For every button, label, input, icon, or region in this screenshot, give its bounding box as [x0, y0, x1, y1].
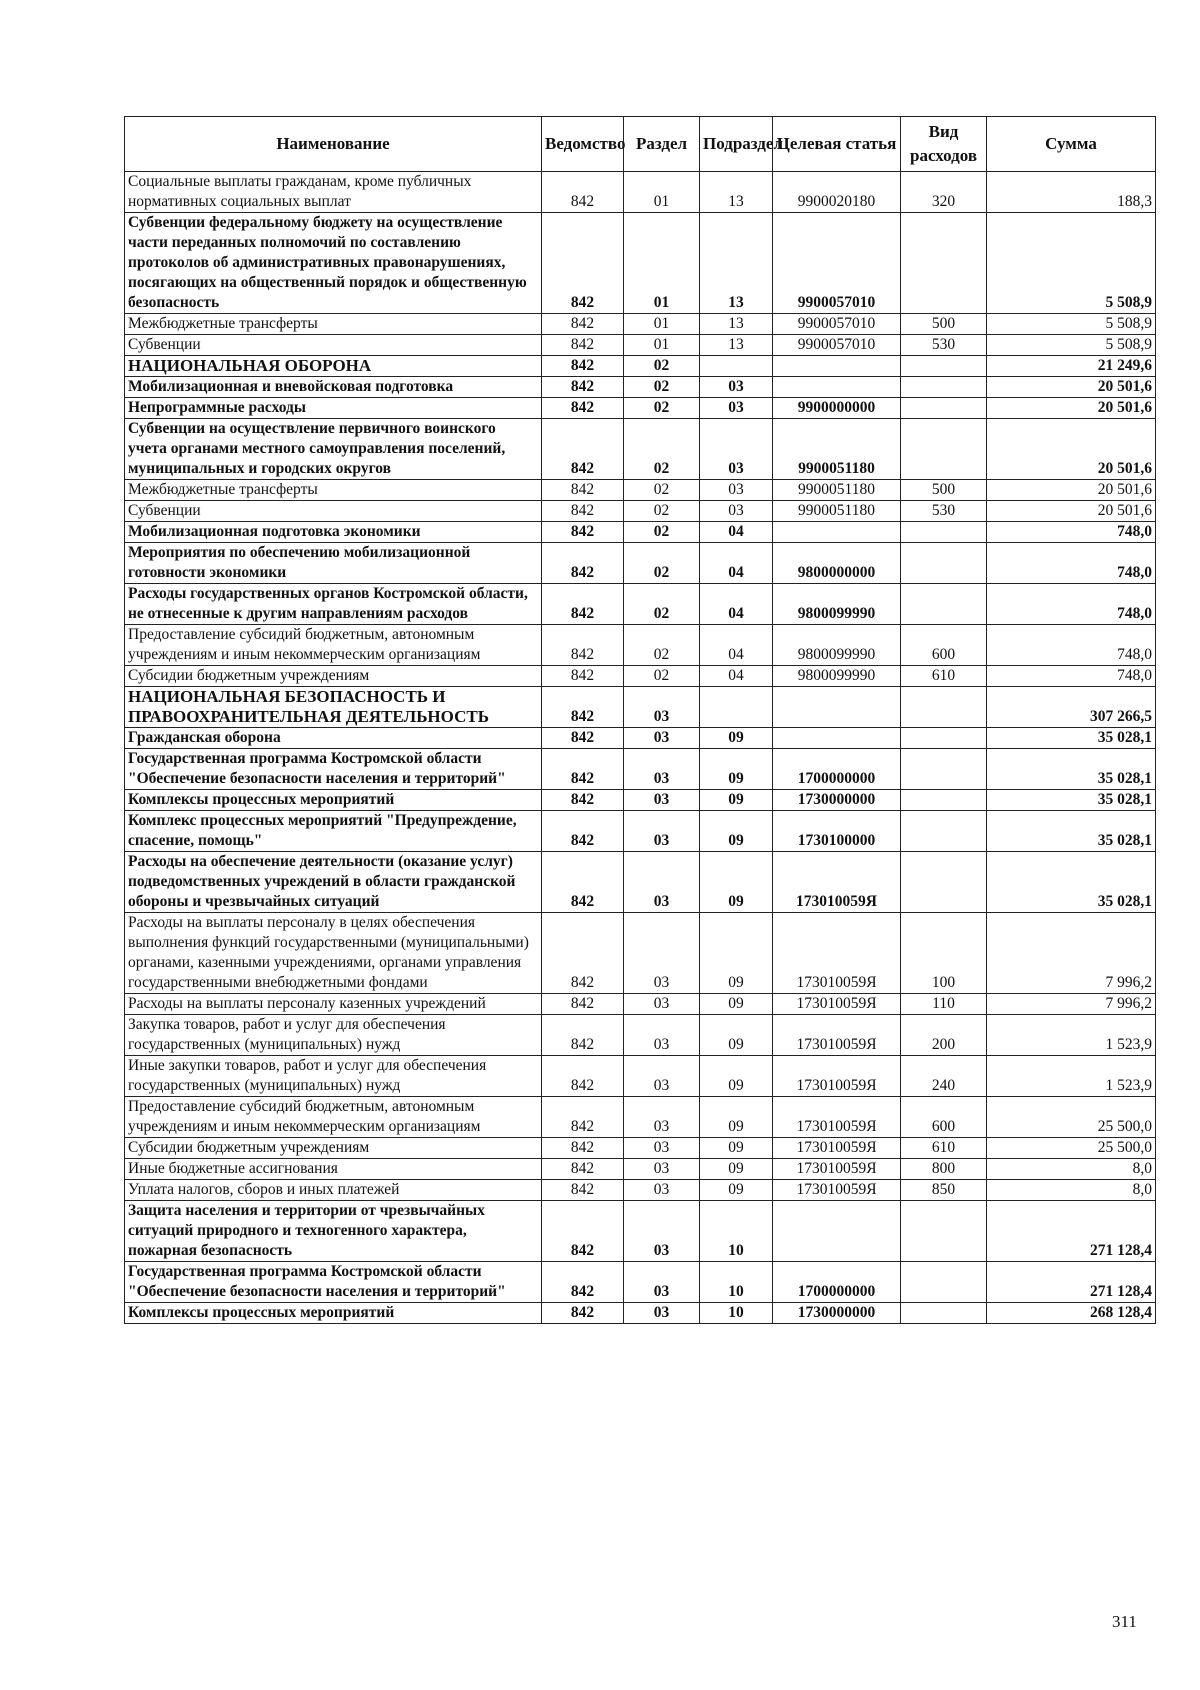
table-row — [125, 419, 1156, 480]
cell-celevaya: 9900051180 — [773, 480, 901, 501]
budget-table — [124, 116, 1156, 1324]
cell-podrazdel: 10 — [700, 1262, 773, 1303]
table-row — [125, 501, 1156, 522]
cell-summa: 20 501,6 — [987, 480, 1156, 501]
cell-celevaya: 9800099990 — [773, 584, 901, 625]
cell-podrazdel: 13 — [700, 335, 773, 356]
cell-podrazdel: 09 — [700, 790, 773, 811]
table-row — [125, 687, 1156, 728]
cell-razdel: 03 — [624, 728, 700, 749]
cell-celevaya — [773, 728, 901, 749]
cell-razdel: 03 — [624, 749, 700, 790]
cell-vid — [901, 419, 987, 480]
cell-razdel: 03 — [624, 790, 700, 811]
cell-celevaya — [773, 356, 901, 377]
table-row — [125, 728, 1156, 749]
cell-vid: 800 — [901, 1159, 987, 1180]
cell-celevaya: 173010059Я — [773, 1180, 901, 1201]
cell-vedomstvo: 842 — [542, 749, 624, 790]
cell-summa: 307 266,5 — [987, 687, 1156, 728]
table-row — [125, 1159, 1156, 1180]
cell-vedomstvo: 842 — [542, 1138, 624, 1159]
cell-name: Мероприятия по обеспечению мобилизационной готовности экономики — [125, 543, 542, 584]
cell-podrazdel: 09 — [700, 852, 773, 913]
cell-name: Комплексы процессных мероприятий — [125, 1303, 542, 1324]
cell-name: Субвенции на осуществление первичного воинского учета органами местного самоуправления поселений, муниципальных и городских округов — [125, 419, 542, 480]
table-row — [125, 398, 1156, 419]
cell-razdel: 02 — [624, 625, 700, 666]
cell-name: Расходы на выплаты персоналу казенных учреждений — [125, 994, 542, 1015]
cell-celevaya: 1700000000 — [773, 1262, 901, 1303]
cell-vedomstvo: 842 — [542, 625, 624, 666]
cell-razdel: 02 — [624, 398, 700, 419]
cell-razdel: 03 — [624, 1056, 700, 1097]
cell-celevaya: 9900057010 — [773, 213, 901, 314]
cell-summa: 748,0 — [987, 625, 1156, 666]
cell-vid — [901, 584, 987, 625]
cell-celevaya — [773, 687, 901, 728]
cell-vid: 500 — [901, 314, 987, 335]
cell-vid — [901, 811, 987, 852]
cell-celevaya: 9900057010 — [773, 314, 901, 335]
cell-summa: 20 501,6 — [987, 419, 1156, 480]
cell-summa: 1 523,9 — [987, 1056, 1156, 1097]
cell-summa: 8,0 — [987, 1180, 1156, 1201]
cell-vedomstvo: 842 — [542, 1201, 624, 1262]
cell-name: Иные бюджетные ассигнования — [125, 1159, 542, 1180]
cell-name: Субвенции — [125, 501, 542, 522]
cell-summa: 748,0 — [987, 522, 1156, 543]
cell-razdel: 02 — [624, 377, 700, 398]
cell-podrazdel: 03 — [700, 419, 773, 480]
header-celevaya: Целевая статья — [773, 117, 901, 172]
table-body — [125, 172, 1156, 1324]
cell-razdel: 02 — [624, 522, 700, 543]
table-row — [125, 213, 1156, 314]
table-row — [125, 994, 1156, 1015]
cell-podrazdel: 10 — [700, 1303, 773, 1324]
table-row — [125, 377, 1156, 398]
cell-celevaya — [773, 1201, 901, 1262]
cell-name: Мобилизационная подготовка экономики — [125, 522, 542, 543]
cell-name: Расходы государственных органов Костромской области, не отнесенные к другим направлениям расходов — [125, 584, 542, 625]
header-podrazdel: Подраздел — [700, 117, 773, 172]
cell-celevaya: 173010059Я — [773, 1097, 901, 1138]
cell-razdel: 03 — [624, 852, 700, 913]
cell-name: НАЦИОНАЛЬНАЯ ОБОРОНА — [125, 356, 542, 377]
cell-podrazdel: 04 — [700, 522, 773, 543]
cell-vid: 500 — [901, 480, 987, 501]
cell-celevaya: 173010059Я — [773, 1056, 901, 1097]
cell-summa: 748,0 — [987, 666, 1156, 687]
cell-celevaya: 9800099990 — [773, 625, 901, 666]
cell-podrazdel: 09 — [700, 1159, 773, 1180]
cell-summa: 7 996,2 — [987, 913, 1156, 994]
cell-vedomstvo: 842 — [542, 1159, 624, 1180]
cell-razdel: 01 — [624, 213, 700, 314]
cell-podrazdel: 09 — [700, 811, 773, 852]
cell-summa: 271 128,4 — [987, 1201, 1156, 1262]
cell-name: Комплекс процессных мероприятий "Предупреждение, спасение, помощь" — [125, 811, 542, 852]
cell-summa: 5 508,9 — [987, 335, 1156, 356]
table-row — [125, 913, 1156, 994]
cell-podrazdel: 04 — [700, 625, 773, 666]
cell-celevaya: 9900057010 — [773, 335, 901, 356]
cell-name: Иные закупки товаров, работ и услуг для обеспечения государственных (муниципальных) нужд — [125, 1056, 542, 1097]
cell-vid — [901, 728, 987, 749]
table-row — [125, 1201, 1156, 1262]
table-row — [125, 790, 1156, 811]
cell-razdel: 03 — [624, 994, 700, 1015]
cell-celevaya: 1730000000 — [773, 790, 901, 811]
cell-podrazdel: 10 — [700, 1201, 773, 1262]
cell-podrazdel: 09 — [700, 994, 773, 1015]
cell-name: Расходы на выплаты персоналу в целях обеспечения выполнения функций государственными (муниципальными) органами, казенными учреждениями, органами управления государственными внебюджетными фондами — [125, 913, 542, 994]
cell-name: Защита населения и территории от чрезвычайных ситуаций природного и техногенного характера, пожарная безопасность — [125, 1201, 542, 1262]
cell-vid: 530 — [901, 501, 987, 522]
cell-razdel: 03 — [624, 811, 700, 852]
cell-vid: 320 — [901, 172, 987, 213]
cell-razdel: 02 — [624, 480, 700, 501]
cell-vedomstvo: 842 — [542, 994, 624, 1015]
cell-vedomstvo: 842 — [542, 687, 624, 728]
cell-vid — [901, 398, 987, 419]
cell-razdel: 02 — [624, 666, 700, 687]
cell-razdel: 01 — [624, 172, 700, 213]
cell-vid: 530 — [901, 335, 987, 356]
cell-vedomstvo: 842 — [542, 1015, 624, 1056]
cell-name: Субвенции — [125, 335, 542, 356]
table-row — [125, 625, 1156, 666]
cell-podrazdel: 04 — [700, 666, 773, 687]
cell-vedomstvo: 842 — [542, 213, 624, 314]
cell-razdel: 03 — [624, 1303, 700, 1324]
cell-vedomstvo: 842 — [542, 1262, 624, 1303]
cell-podrazdel: 03 — [700, 501, 773, 522]
cell-celevaya: 173010059Я — [773, 994, 901, 1015]
cell-vid: 600 — [901, 1097, 987, 1138]
cell-celevaya: 9900000000 — [773, 398, 901, 419]
cell-celevaya: 1700000000 — [773, 749, 901, 790]
cell-razdel: 02 — [624, 584, 700, 625]
cell-podrazdel: 09 — [700, 1056, 773, 1097]
cell-vid: 100 — [901, 913, 987, 994]
cell-podrazdel: 09 — [700, 1015, 773, 1056]
table-row — [125, 584, 1156, 625]
cell-podrazdel: 04 — [700, 543, 773, 584]
cell-vid: 600 — [901, 625, 987, 666]
page-number: 311 — [1112, 1612, 1137, 1631]
cell-name: Предоставление субсидий бюджетным, автономным учреждениям и иным некоммерческим организациям — [125, 1097, 542, 1138]
cell-summa: 35 028,1 — [987, 811, 1156, 852]
table-row — [125, 480, 1156, 501]
cell-celevaya: 173010059Я — [773, 1138, 901, 1159]
cell-vedomstvo: 842 — [542, 377, 624, 398]
cell-vid: 240 — [901, 1056, 987, 1097]
cell-summa: 35 028,1 — [987, 852, 1156, 913]
cell-podrazdel — [700, 356, 773, 377]
cell-vid — [901, 852, 987, 913]
table-row — [125, 543, 1156, 584]
cell-summa: 35 028,1 — [987, 790, 1156, 811]
cell-podrazdel: 04 — [700, 584, 773, 625]
cell-vedomstvo: 842 — [542, 1180, 624, 1201]
cell-razdel: 03 — [624, 687, 700, 728]
cell-vid: 850 — [901, 1180, 987, 1201]
cell-razdel: 03 — [624, 913, 700, 994]
cell-vid — [901, 522, 987, 543]
cell-vedomstvo: 842 — [542, 790, 624, 811]
cell-celevaya: 9800000000 — [773, 543, 901, 584]
cell-name: Социальные выплаты гражданам, кроме публичных нормативных социальных выплат — [125, 172, 542, 213]
cell-razdel: 01 — [624, 335, 700, 356]
cell-vid — [901, 790, 987, 811]
cell-razdel: 02 — [624, 356, 700, 377]
cell-celevaya: 173010059Я — [773, 1015, 901, 1056]
table-row — [125, 1303, 1156, 1324]
cell-summa: 25 500,0 — [987, 1097, 1156, 1138]
cell-vedomstvo: 842 — [542, 1056, 624, 1097]
header-vedomstvo: Ведомство — [542, 117, 624, 172]
cell-podrazdel: 09 — [700, 1138, 773, 1159]
cell-summa: 25 500,0 — [987, 1138, 1156, 1159]
table-row — [125, 852, 1156, 913]
cell-vedomstvo: 842 — [542, 584, 624, 625]
cell-name: Расходы на обеспечение деятельности (оказание услуг) подведомственных учреждений в области гражданской обороны и чрезвычайных ситуаций — [125, 852, 542, 913]
table-row — [125, 1262, 1156, 1303]
cell-podrazdel: 13 — [700, 213, 773, 314]
cell-name: Уплата налогов, сборов и иных платежей — [125, 1180, 542, 1201]
cell-vid: 610 — [901, 666, 987, 687]
cell-celevaya: 173010059Я — [773, 852, 901, 913]
cell-vedomstvo: 842 — [542, 398, 624, 419]
cell-vid — [901, 356, 987, 377]
table-row — [125, 522, 1156, 543]
cell-vedomstvo: 842 — [542, 1303, 624, 1324]
cell-vid — [901, 749, 987, 790]
cell-celevaya: 9900051180 — [773, 501, 901, 522]
cell-vedomstvo: 842 — [542, 543, 624, 584]
cell-vid: 200 — [901, 1015, 987, 1056]
cell-vedomstvo: 842 — [542, 314, 624, 335]
cell-name: Субсидии бюджетным учреждениям — [125, 1138, 542, 1159]
cell-razdel: 02 — [624, 419, 700, 480]
header-razdel: Раздел — [624, 117, 700, 172]
cell-vid — [901, 213, 987, 314]
table-row — [125, 1097, 1156, 1138]
cell-name: Комплексы процессных мероприятий — [125, 790, 542, 811]
cell-vid: 610 — [901, 1138, 987, 1159]
cell-vid — [901, 377, 987, 398]
table-row — [125, 1056, 1156, 1097]
cell-razdel: 02 — [624, 501, 700, 522]
cell-vid — [901, 1201, 987, 1262]
budget-table-sheet — [124, 116, 1155, 1324]
cell-vedomstvo: 842 — [542, 728, 624, 749]
cell-vedomstvo: 842 — [542, 1097, 624, 1138]
cell-celevaya: 9800099990 — [773, 666, 901, 687]
cell-name: Государственная программа Костромской области "Обеспечение безопасности населения и территорий" — [125, 749, 542, 790]
cell-podrazdel: 09 — [700, 913, 773, 994]
cell-vedomstvo: 842 — [542, 172, 624, 213]
cell-vid — [901, 543, 987, 584]
cell-name: Мобилизационная и вневойсковая подготовка — [125, 377, 542, 398]
cell-summa: 268 128,4 — [987, 1303, 1156, 1324]
cell-summa: 21 249,6 — [987, 356, 1156, 377]
cell-podrazdel: 13 — [700, 314, 773, 335]
cell-celevaya: 173010059Я — [773, 1159, 901, 1180]
table-row — [125, 666, 1156, 687]
cell-summa: 271 128,4 — [987, 1262, 1156, 1303]
cell-podrazdel: 09 — [700, 728, 773, 749]
cell-vid — [901, 1262, 987, 1303]
cell-celevaya — [773, 522, 901, 543]
cell-name: Непрограммные расходы — [125, 398, 542, 419]
table-row — [125, 1180, 1156, 1201]
cell-razdel: 03 — [624, 1015, 700, 1056]
cell-summa: 1 523,9 — [987, 1015, 1156, 1056]
cell-name: Гражданская оборона — [125, 728, 542, 749]
cell-celevaya: 1730000000 — [773, 1303, 901, 1324]
cell-name: Субсидии бюджетным учреждениям — [125, 666, 542, 687]
table-row — [125, 314, 1156, 335]
table-row — [125, 1138, 1156, 1159]
cell-celevaya: 173010059Я — [773, 913, 901, 994]
cell-vedomstvo: 842 — [542, 666, 624, 687]
cell-razdel: 02 — [624, 543, 700, 584]
cell-summa: 7 996,2 — [987, 994, 1156, 1015]
cell-podrazdel: 03 — [700, 398, 773, 419]
header-summa: Сумма — [987, 117, 1156, 172]
table-row — [125, 1015, 1156, 1056]
cell-vedomstvo: 842 — [542, 522, 624, 543]
cell-celevaya: 9900051180 — [773, 419, 901, 480]
cell-summa: 188,3 — [987, 172, 1156, 213]
cell-celevaya: 1730100000 — [773, 811, 901, 852]
cell-summa: 5 508,9 — [987, 213, 1156, 314]
cell-summa: 5 508,9 — [987, 314, 1156, 335]
cell-razdel: 03 — [624, 1159, 700, 1180]
cell-vedomstvo: 842 — [542, 356, 624, 377]
cell-razdel: 03 — [624, 1201, 700, 1262]
table-row — [125, 749, 1156, 790]
table-header-row — [125, 117, 1156, 172]
cell-razdel: 01 — [624, 314, 700, 335]
table-row — [125, 335, 1156, 356]
cell-summa: 20 501,6 — [987, 398, 1156, 419]
cell-name: Предоставление субсидий бюджетным, автономным учреждениям и иным некоммерческим организациям — [125, 625, 542, 666]
cell-name: Субвенции федеральному бюджету на осуществление части переданных полномочий по составлению протоколов об административных правонарушениях, посягающих на общественный порядок и общественную безопасность — [125, 213, 542, 314]
cell-celevaya: 9900020180 — [773, 172, 901, 213]
cell-summa: 748,0 — [987, 543, 1156, 584]
cell-summa: 35 028,1 — [987, 728, 1156, 749]
cell-podrazdel — [700, 687, 773, 728]
cell-vedomstvo: 842 — [542, 419, 624, 480]
cell-summa: 20 501,6 — [987, 501, 1156, 522]
cell-vedomstvo: 842 — [542, 335, 624, 356]
cell-vid — [901, 1303, 987, 1324]
cell-podrazdel: 09 — [700, 1180, 773, 1201]
cell-vedomstvo: 842 — [542, 913, 624, 994]
cell-podrazdel: 03 — [700, 377, 773, 398]
cell-vid — [901, 687, 987, 728]
cell-summa: 35 028,1 — [987, 749, 1156, 790]
cell-name: Закупка товаров, работ и услуг для обеспечения государственных (муниципальных) нужд — [125, 1015, 542, 1056]
cell-vedomstvo: 842 — [542, 501, 624, 522]
cell-podrazdel: 09 — [700, 1097, 773, 1138]
header-vid: Вид расходов — [901, 117, 987, 172]
cell-name: НАЦИОНАЛЬНАЯ БЕЗОПАСНОСТЬ И ПРАВООХРАНИТЕЛЬНАЯ ДЕЯТЕЛЬНОСТЬ — [125, 687, 542, 728]
cell-summa: 20 501,6 — [987, 377, 1156, 398]
cell-podrazdel: 03 — [700, 480, 773, 501]
cell-name: Государственная программа Костромской области "Обеспечение безопасности населения и территорий" — [125, 1262, 542, 1303]
cell-vedomstvo: 842 — [542, 811, 624, 852]
table-row — [125, 811, 1156, 852]
cell-razdel: 03 — [624, 1262, 700, 1303]
cell-name: Межбюджетные трансферты — [125, 480, 542, 501]
cell-summa: 8,0 — [987, 1159, 1156, 1180]
cell-name: Межбюджетные трансферты — [125, 314, 542, 335]
header-name: Наименование — [125, 117, 542, 172]
cell-podrazdel: 13 — [700, 172, 773, 213]
cell-celevaya — [773, 377, 901, 398]
table-row — [125, 172, 1156, 213]
cell-vid: 110 — [901, 994, 987, 1015]
table-row — [125, 356, 1156, 377]
cell-podrazdel: 09 — [700, 749, 773, 790]
cell-vedomstvo: 842 — [542, 480, 624, 501]
cell-razdel: 03 — [624, 1138, 700, 1159]
cell-summa: 748,0 — [987, 584, 1156, 625]
cell-razdel: 03 — [624, 1097, 700, 1138]
cell-razdel: 03 — [624, 1180, 700, 1201]
cell-vedomstvo: 842 — [542, 852, 624, 913]
